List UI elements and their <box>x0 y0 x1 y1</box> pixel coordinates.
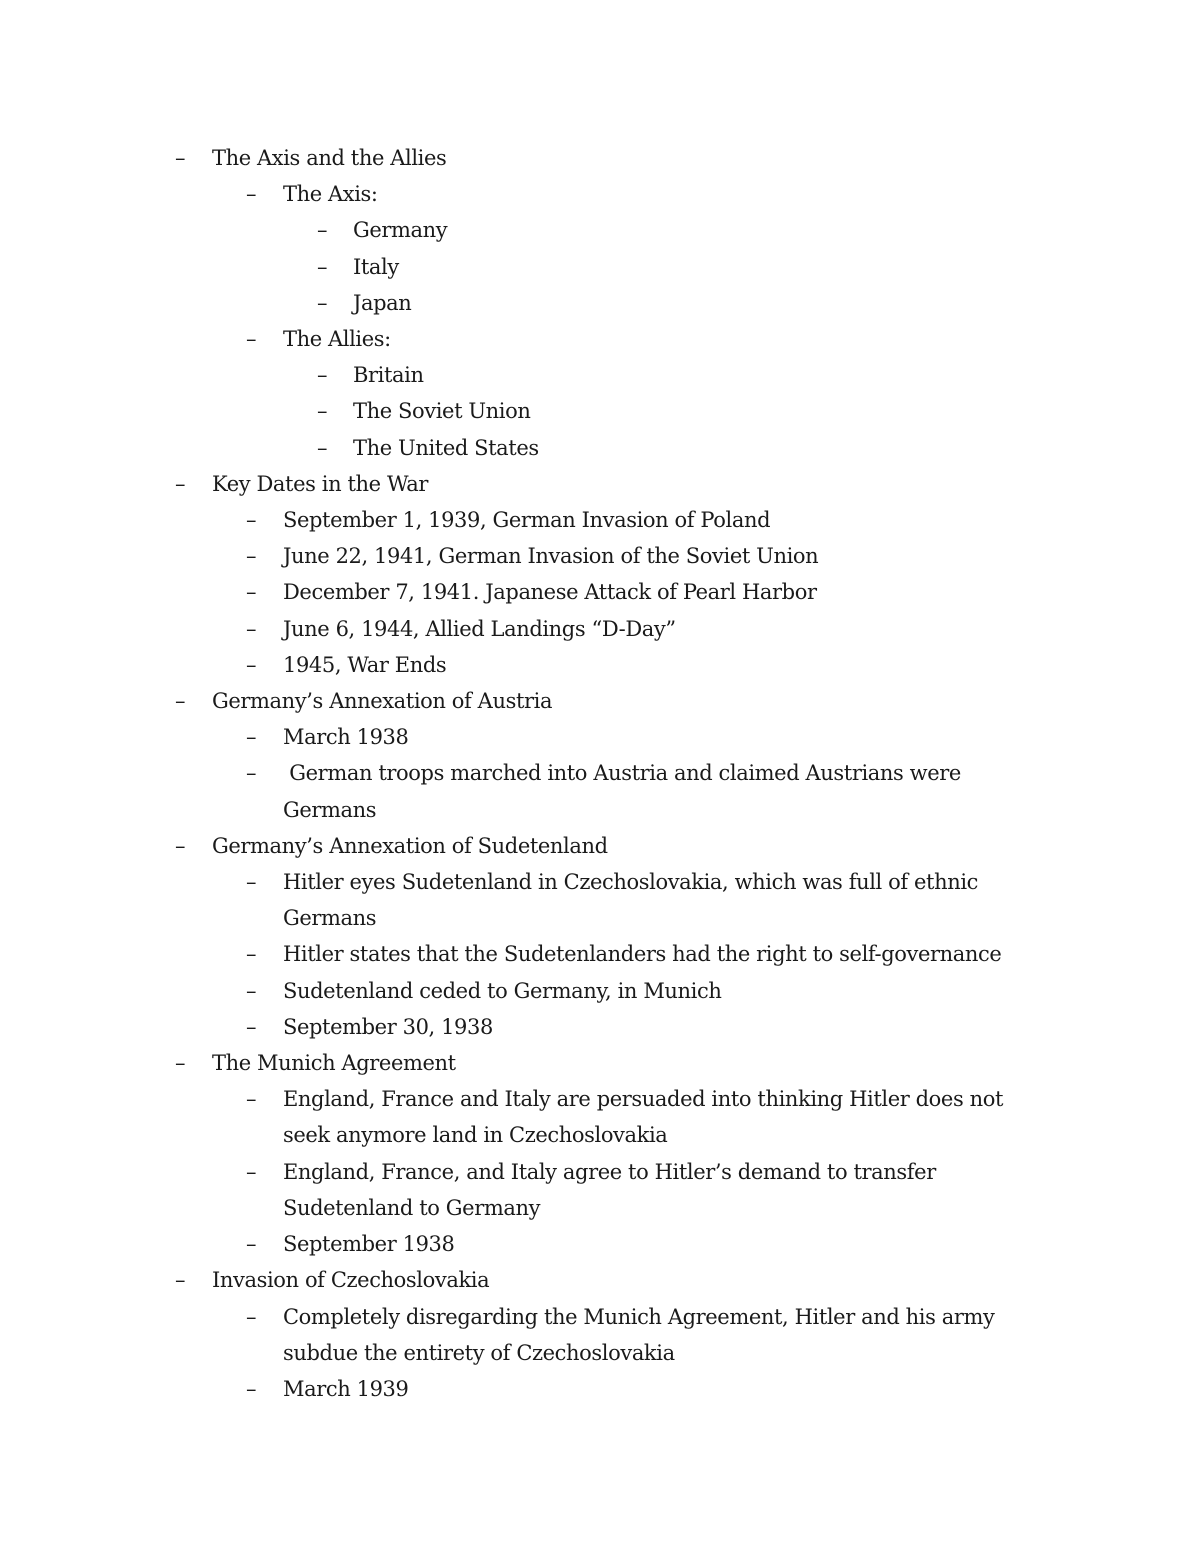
outline-item-text: September 1938 <box>283 1232 455 1257</box>
dash-bullet-icon: – <box>246 870 257 895</box>
outline-item-text: June 6, 1944, Allied Landings “D-Day” <box>283 616 676 641</box>
outline-item-level-3 <box>175 430 1055 466</box>
dash-bullet-icon: – <box>246 508 257 533</box>
outline-item-level-2 <box>175 755 1023 827</box>
outline-item-text: The Soviet Union <box>353 399 531 424</box>
dash-bullet-icon: – <box>317 363 328 388</box>
outline-item-level-2 <box>175 538 1023 574</box>
outline-item-level-2 <box>175 1009 1023 1045</box>
outline-item-level-2 <box>175 647 1023 683</box>
outline-item-text: Germany <box>353 218 448 243</box>
outline-item-text: Britain <box>353 363 424 388</box>
outline-item-text: England, France, and Italy agree to Hitler’s demand to transfer Sudetenland to Germany <box>283 1159 936 1220</box>
dash-bullet-icon: – <box>317 254 328 279</box>
outline-item-level-1 <box>175 466 1055 502</box>
dash-bullet-icon: – <box>175 689 186 714</box>
dash-bullet-icon: – <box>246 544 257 569</box>
dash-bullet-icon: – <box>246 1014 257 1039</box>
outline-item-level-2 <box>175 1226 1023 1262</box>
outline-item-level-2 <box>175 321 1023 357</box>
dash-bullet-icon: – <box>246 1376 257 1401</box>
outline-item-level-2 <box>175 502 1023 538</box>
outline-item-level-2 <box>175 1154 1023 1226</box>
outline-item-level-3 <box>175 285 1055 321</box>
outline-item-level-3 <box>175 212 1055 248</box>
outline-item-text: 1945, War Ends <box>283 652 447 677</box>
dash-bullet-icon: – <box>317 399 328 424</box>
outline-item-text: September 1, 1939, German Invasion of Poland <box>283 508 771 533</box>
outline-item-level-2 <box>175 611 1023 647</box>
outline-item-text: September 30, 1938 <box>283 1014 493 1039</box>
outline-item-text: The Munich Agreement <box>212 1051 456 1076</box>
outline-item-level-2 <box>175 176 1023 212</box>
outline-item-text: Hitler states that the Sudetenlanders had the right to self-governance <box>283 942 1002 967</box>
outline-item-level-1 <box>175 1262 1055 1298</box>
outline-item-level-1 <box>175 683 1055 719</box>
outline-item-level-2 <box>175 1371 1023 1407</box>
outline-item-level-1 <box>175 1045 1055 1081</box>
outline-item-text: Germany’s Annexation of Austria <box>212 689 553 714</box>
dash-bullet-icon: – <box>246 327 257 352</box>
dash-bullet-icon: – <box>246 761 257 786</box>
dash-bullet-icon: – <box>246 616 257 641</box>
outline-item-text: March 1938 <box>283 725 409 750</box>
dash-bullet-icon: – <box>175 833 186 858</box>
dash-bullet-icon: – <box>317 218 328 243</box>
dash-bullet-icon: – <box>246 1304 257 1329</box>
outline-item-text: German troops marched into Austria and claimed Austrians were Germans <box>283 761 968 822</box>
outline-list <box>175 140 1055 1407</box>
dash-bullet-icon: – <box>246 1232 257 1257</box>
outline-item-level-1 <box>175 828 1055 864</box>
outline-item-level-2 <box>175 973 1023 1009</box>
dash-bullet-icon: – <box>246 652 257 677</box>
dash-bullet-icon: – <box>175 1268 186 1293</box>
outline-item-text: March 1939 <box>283 1376 409 1401</box>
outline-item-level-2 <box>175 1081 1023 1153</box>
outline-item-level-1 <box>175 140 1055 176</box>
outline-item-text: Germany’s Annexation of Sudetenland <box>212 833 608 858</box>
dash-bullet-icon: – <box>246 1159 257 1184</box>
outline-item-text: The Axis and the Allies <box>212 146 447 170</box>
outline-item-text: The Allies: <box>283 327 391 352</box>
dash-bullet-icon: – <box>246 1087 257 1112</box>
outline-item-text: June 22, 1941, German Invasion of the Soviet Union <box>283 544 819 569</box>
dash-bullet-icon: – <box>175 146 186 170</box>
outline-item-text: The United States <box>353 435 539 460</box>
outline-item-text: December 7, 1941. Japanese Attack of Pearl Harbor <box>283 580 817 605</box>
dash-bullet-icon: – <box>175 1051 186 1076</box>
dash-bullet-icon: – <box>175 471 186 496</box>
outline-item-text: Invasion of Czechoslovakia <box>212 1268 490 1293</box>
outline-item-level-2 <box>175 936 1023 972</box>
outline-item-level-2 <box>175 719 1023 755</box>
dash-bullet-icon: – <box>317 290 328 315</box>
outline-item-level-3 <box>175 249 1055 285</box>
outline-item-level-2 <box>175 864 1023 936</box>
outline-item-text: Key Dates in the War <box>212 471 429 496</box>
dash-bullet-icon: – <box>246 725 257 750</box>
outline-item-text: Sudetenland ceded to Germany, in Munich <box>283 978 722 1003</box>
outline-item-level-3 <box>175 357 1055 393</box>
outline-item-text: Italy <box>353 254 399 279</box>
dash-bullet-icon: – <box>246 182 257 207</box>
outline-item-level-2 <box>175 1299 1023 1371</box>
outline-item-text: The Axis: <box>283 182 378 207</box>
outline-item-text: England, France and Italy are persuaded into thinking Hitler does not seek anymore land in Czechoslovakia <box>283 1087 1004 1148</box>
outline-item-level-3 <box>175 393 1055 429</box>
dash-bullet-icon: – <box>317 435 328 460</box>
outline-item-text: Hitler eyes Sudetenland in Czechoslovakia, which was full of ethnic Germans <box>283 870 979 931</box>
dash-bullet-icon: – <box>246 580 257 605</box>
outline-item-level-2 <box>175 574 1023 610</box>
outline-item-text: Japan <box>353 290 412 315</box>
outline-item-text: Completely disregarding the Munich Agreement, Hitler and his army subdue the entirety of Czechoslovakia <box>283 1304 995 1365</box>
dash-bullet-icon: – <box>246 978 257 1003</box>
dash-bullet-icon: – <box>246 942 257 967</box>
